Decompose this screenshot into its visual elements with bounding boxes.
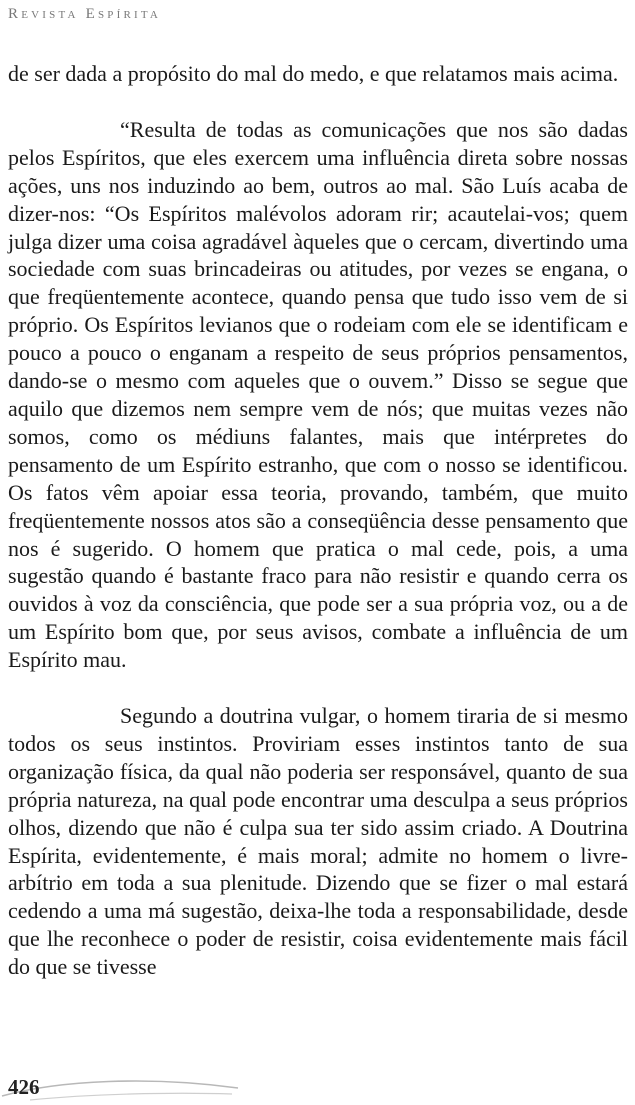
page-number: 426 <box>8 1075 40 1099</box>
paragraph-quote: “Resulta de todas as comunicações que nos são dadas pelos Espíritos, que eles exercem uma influência direta sobre nossas ações, uns nos induzindo ao bem, outros ao mal. São Luís acaba de dizer-nos: “Os Espíritos malévolos adoram rir; acautelai-vos; quem julga dizer uma coisa agradável àqueles que o cercam, divertindo uma sociedade com suas brincadeiras ou atitudes, por vezes se engana, o que freqüentemente acontece, quando pensa que tudo isso vem de si próprio. Os Espíritos levianos que o rodeiam com ele se identificam e pouco a pouco o enganam a respeito de seus próprios pensamentos, dando-se o mesmo com aqueles que o ouvem.” Disso se segue que aquilo que dizemos nem sempre vem de nós; que muitas vezes não somos, como os médiuns falantes, mais que intérpretes do pensamento de um Espírito estranho, que com o nosso se identificou. Os fatos vêm apoiar essa teoria, provando, também, que muito freqüentemente nossos atos são a conseqüência desse pensamento que nos é sugerido. O homem que pratica o mal cede, pois, a uma sugestão quando é bastante fraco para não resistir e quando cerra os ouvidos à voz da consciência, que pode ser a sua própria voz, ou a de um Espírito bom que, por seus avisos, combate a influência de um Espírito mau. <box>8 116 628 673</box>
body-text <box>8 60 628 981</box>
paragraph-continuation: de ser dada a propósito do mal do medo, e que relatamos mais acima. <box>8 61 619 86</box>
running-header: Revista Espírita <box>8 6 162 22</box>
paragraph-doctrine: Segundo a doutrina vulgar, o homem tiraria de si mesmo todos os seus instintos. Proviriam esses instintos tanto de sua organização física, da qual não poderia ser responsável, quanto de sua própria natureza, na qual pode encontrar uma desculpa a seus próprios olhos, dizendo que não é culpa sua ter sido assim criado. A Doutrina Espírita, evidentemente, é mais moral; admite no homem o livre-arbítrio em toda a sua plenitude. Dizendo que se fizer o mal estará cedendo a uma má sugestão, deixa-lhe toda a responsabilidade, desde que lhe reconhece o poder de resistir, coisa evidentemente mais fácil do que se tivesse <box>8 703 628 980</box>
